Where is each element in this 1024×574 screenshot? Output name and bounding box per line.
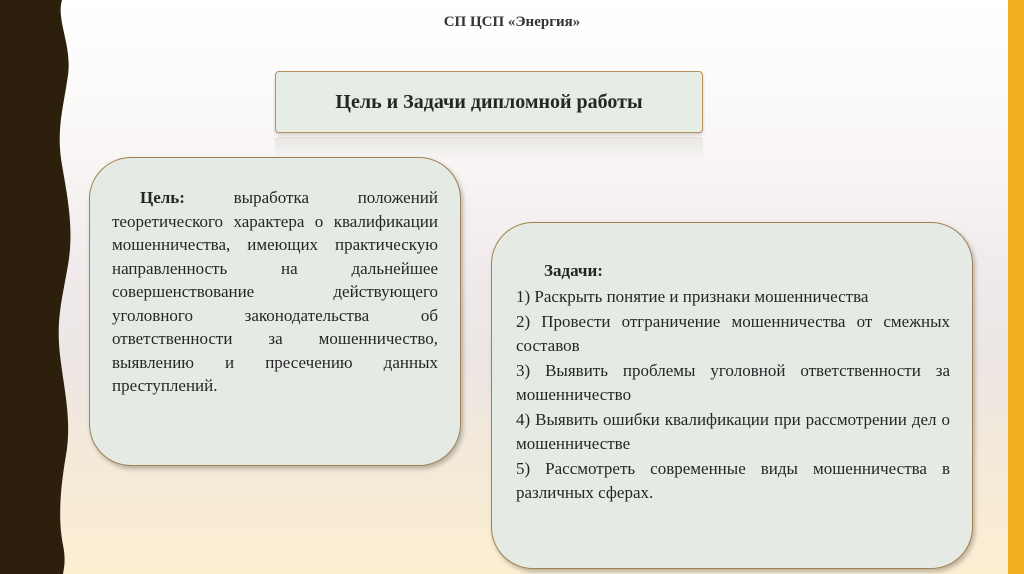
slide-title: Цель и Задачи дипломной работы bbox=[335, 90, 643, 113]
task-item: 4) Выявить ошибки квалификации при рассмотрении дел о мошенничестве bbox=[516, 410, 950, 453]
org-header: СП ЦСП «Энергия» bbox=[443, 14, 581, 30]
goal-label: Цель: bbox=[140, 188, 185, 207]
title-box bbox=[275, 71, 703, 133]
task-item: 1) Раскрыть понятие и признаки мошенничества bbox=[516, 286, 869, 306]
left-wave-band bbox=[0, 0, 80, 574]
right-accent-band bbox=[1008, 0, 1024, 574]
task-item: 5) Рассмотреть современные виды мошенничества в различных сферах. bbox=[516, 459, 950, 502]
task-item: 3) Выявить проблемы уголовной ответственности за мошенничество bbox=[516, 361, 950, 404]
goal-paragraph bbox=[112, 186, 438, 398]
task-item: 2) Провести отграничение мошенничества от смежных составов bbox=[516, 312, 950, 355]
goal-card bbox=[89, 157, 461, 466]
goal-text: выработка положений теоретического характера о квалификации мошенничества, имеющих практическую направленность на дальнейшее совершенствование действующего уголовного законодательства об ответственности за мошенничество, выявлению и пресечению данных преступлений. bbox=[112, 188, 438, 395]
tasks-card bbox=[491, 222, 973, 569]
tasks-heading: Задачи: bbox=[544, 261, 603, 280]
